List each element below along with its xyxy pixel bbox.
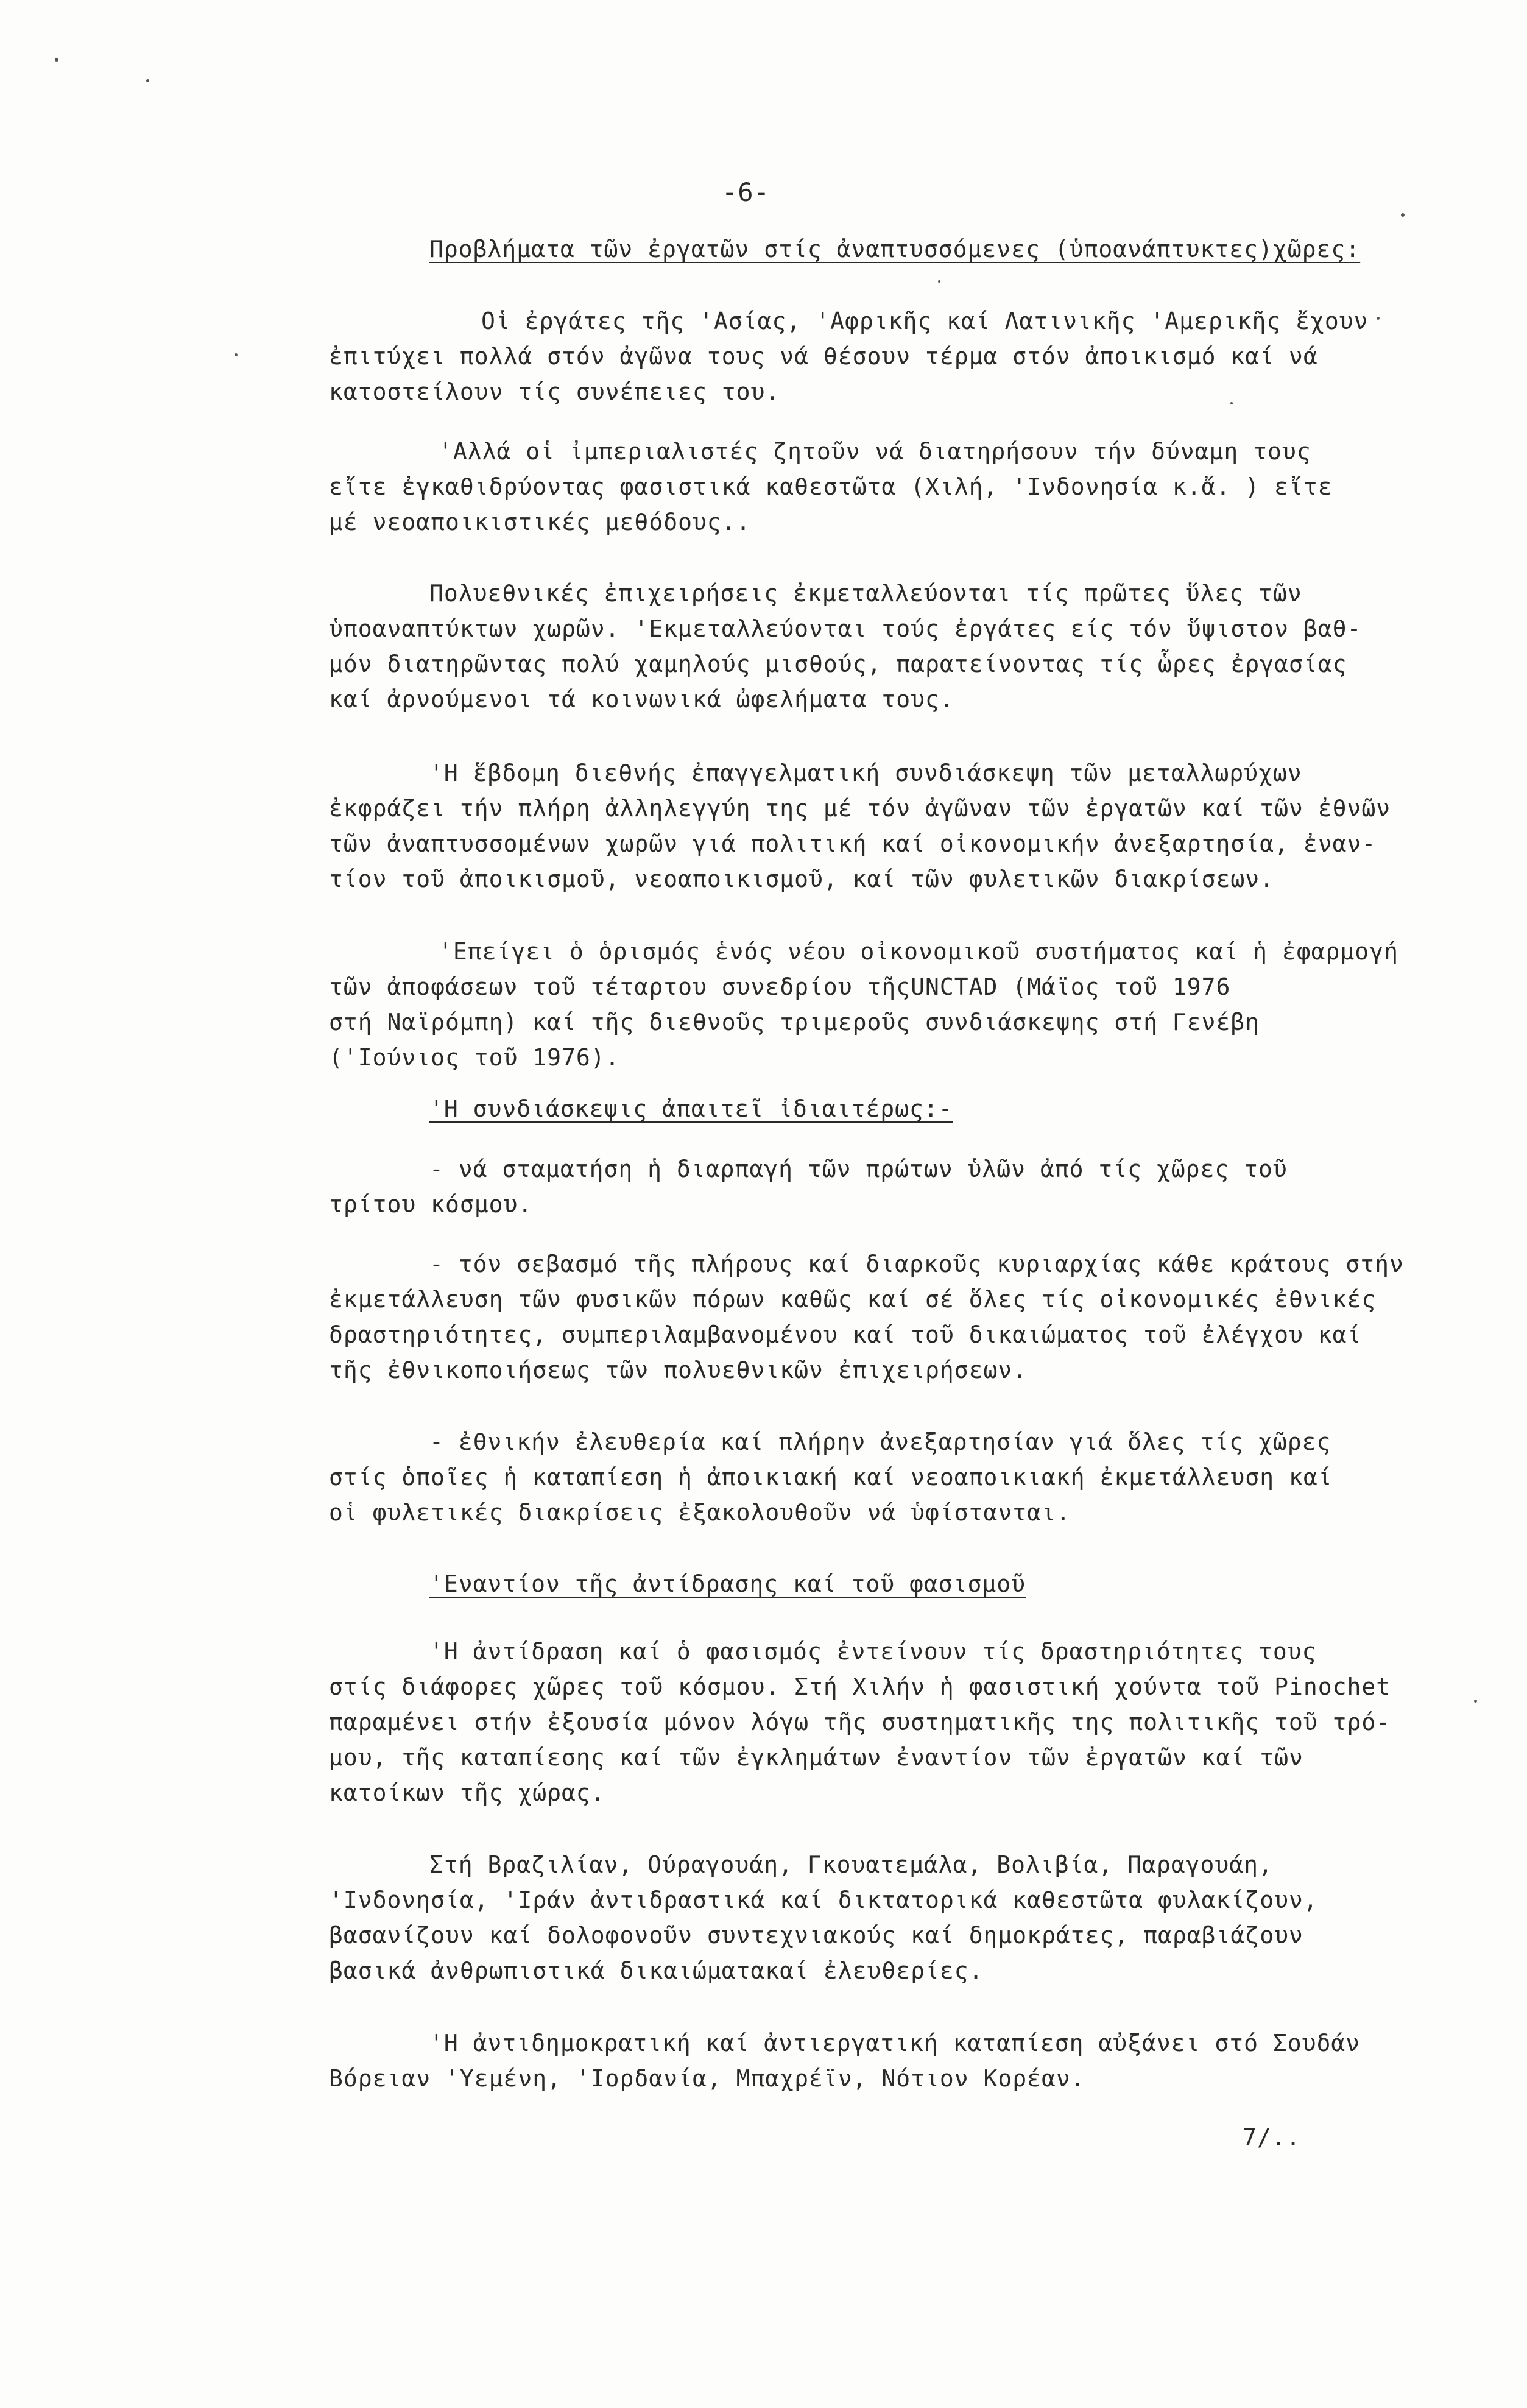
text-line: τρίτου κόσμου. — [329, 1191, 533, 1218]
text-line: Οἱ ἐργάτες τῆς 'Ασίας, 'Αφρικῆς καί Λατινικῆς 'Αμερικῆς ἔχουν — [481, 308, 1369, 334]
text-line: οἱ φυλετικές διακρίσεις ἐξακολουθοῦν νά ὑφίστανται. — [329, 1499, 1071, 1526]
text-line: ἐκφράζει τήν πλήρη ἀλληλεγγύη της μέ τόν ἀγῶναν τῶν ἐργατῶν καί τῶν ἐθνῶν — [329, 795, 1391, 822]
text-line: μου, τῆς καταπίεσης καί τῶν ἐγκλημάτων ἐναντίον τῶν ἐργατῶν καί τῶν — [329, 1744, 1303, 1771]
text-line: 'Επείγει ὁ ὁρισμός ἑνός νέου οἰκονομικοῦ συστήματος καί ἡ ἐφαρμογή — [439, 938, 1398, 965]
text-line: 'Ινδονησία, 'Ιράν ἀντιδραστικά καί δικτατορικά καθεστῶτα φυλακίζουν, — [329, 1887, 1318, 1913]
text-line: παραμένει στήν ἐξουσία μόνον λόγω τῆς συστηματικῆς της πολιτικῆς τοῦ τρό- — [329, 1709, 1391, 1735]
text-line: δραστηριότητες, συμπεριλαμβανομένου καί τοῦ δικαιώματος τοῦ ἐλέγχου καί — [329, 1321, 1362, 1348]
text-line: στίς διάφορες χῶρες τοῦ κόσμου. Στή Χιλήν ἡ φασιστική χούντα τοῦ Pinochet — [329, 1673, 1391, 1700]
scan-speck — [1401, 213, 1405, 217]
text-line: 'Η ἀντιδημοκρατική καί ἀντιεργατική καταπίεση αὐξάνει στό Σουδάν — [429, 2030, 1361, 2057]
scan-speck — [1230, 402, 1233, 404]
text-line: Βόρειαν 'Υεμένη, 'Ιορδανία, Μπαχρέϊν, Νότιον Κορέαν. — [329, 2065, 1085, 2092]
text-line: ὑποαναπτύκτων χωρῶν. 'Εκμεταλλεύονται τούς ἐργάτες είς τόν ὕψιστον βαθ- — [329, 615, 1362, 642]
text-line: κατοίκων τῆς χώρας. — [329, 1779, 605, 1806]
text-line: Στή Βραζιλίαν, Ούραγουάη, Γκουατεμάλα, Βολιβία, Παραγουάη, — [429, 1851, 1273, 1878]
scan-speck — [1377, 317, 1380, 320]
text-line: κατοστείλουν τίς συνέπειες του. — [329, 378, 780, 405]
heading-conference-demands: 'Η συνδιάσκεψις ἀπαιτεῖ ἰδιαιτέρως:- — [429, 1095, 953, 1122]
text-line: μέ νεοαποικιστικές μεθόδους.. — [329, 509, 751, 535]
text-line: τίον τοῦ ἀποικισμοῦ, νεοαποικισμοῦ, καί τῶν φυλετικῶν διακρίσεων. — [329, 866, 1275, 892]
text-line: καί ἀρνούμενοι τά κοινωνικά ὠφελήματα τους. — [329, 686, 954, 713]
text-line: ἐκμετάλλευση τῶν φυσικῶν πόρων καθῶς καί σέ ὅλες τίς οἰκονομικές ἐθνικές — [329, 1286, 1377, 1313]
continuation-marker: 7/.. — [1243, 2124, 1301, 2151]
text-line: στίς ὁποῖες ἡ καταπίεση ἡ ἀποικιακή καί νεοαποικιακή ἐκμετάλλευση καί — [329, 1464, 1333, 1491]
text-line: 'Αλλά οἱ ἰμπεριαλιστές ζητοῦν νά διατηρήσουν τήν δύναμη τους — [439, 438, 1311, 465]
text-line: βασικά ἀνθρωπιστικά δικαιώματακαί ἐλευθερίες. — [329, 1957, 984, 1984]
page-number: -6- — [722, 177, 770, 207]
text-line: τῶν ἀναπτυσσομένων χωρῶν γιά πολιτική καί οἰκονομικήν ἀνεξαρτησία, ἐναν- — [329, 830, 1377, 857]
text-line: - νά σταματήση ἡ διαρπαγή τῶν πρώτων ὑλῶν ἀπό τίς χῶρες τοῦ — [429, 1156, 1288, 1182]
text-line: βασανίζουν καί δολοφονοῦν συντεχνιακούς καί δημοκράτες, παραβιάζουν — [329, 1922, 1303, 1949]
scan-speck — [1474, 1700, 1477, 1703]
text-line: Πολυεθνικές ἐπιχειρήσεις ἐκμεταλλεύονται τίς πρῶτες ὕλες τῶν — [429, 580, 1302, 607]
scan-speck — [146, 79, 149, 82]
text-line: τῆς ἐθνικοποιήσεως τῶν πολυεθνικῶν ἐπιχειρήσεων. — [329, 1357, 1028, 1383]
scan-speck — [55, 58, 58, 62]
text-line: 'Η ἀντίδραση καί ὁ φασισμός ἐντείνουν τίς δραστηριότητες τους — [429, 1638, 1317, 1665]
text-line: εἴτε ἐγκαθιδρύοντας φασιστικά καθεστῶτα (Χιλή, 'Ινδονησία κ.ἄ. ) εἴτε — [329, 473, 1333, 500]
heading-workers-problems: Προβλήματα τῶν ἐργατῶν στίς ἀναπτυσσόμενες (ὑποανάπτυκτες)χῶρες: — [429, 236, 1361, 263]
text-line: ἐπιτύχει πολλά στόν ἀγῶνα τους νά θέσουν τέρμα στόν ἀποικισμό καί νά — [329, 343, 1318, 370]
text-line: - τόν σεβασμό τῆς πλήρους καί διαρκοῦς κυριαρχίας κάθε κράτους στήν — [429, 1251, 1404, 1277]
text-line: 'Η ἕβδομη διεθνής ἐπαγγελματική συνδιάσκεψη τῶν μεταλλωρύχων — [429, 760, 1302, 786]
text-line: τῶν ἀποφάσεων τοῦ τέταρτου συνεδρίου τῆςUNCTAD (Μάϊος τοῦ 1976 — [329, 973, 1231, 1000]
scan-speck — [938, 280, 940, 283]
scan-speck — [235, 353, 238, 356]
text-line: - ἐθνικήν ἐλευθερία καί πλήρην ἀνεξαρτησίαν γιά ὅλες τίς χῶρες — [429, 1428, 1331, 1455]
text-line: στή Ναϊρόμπη) καί τῆς διεθνοῦς τριμεροῦς συνδιάσκεψης στή Γενέβη — [329, 1009, 1260, 1036]
heading-against-reaction: 'Εναντίον τῆς ἀντίδρασης καί τοῦ φασισμοῦ — [429, 1570, 1026, 1597]
text-line: μόν διατηρῶντας πολύ χαμηλούς μισθούς, παρατείνοντας τίς ὧρες ἐργασίας — [329, 651, 1347, 677]
text-line: ('Ιούνιος τοῦ 1976). — [329, 1044, 620, 1071]
